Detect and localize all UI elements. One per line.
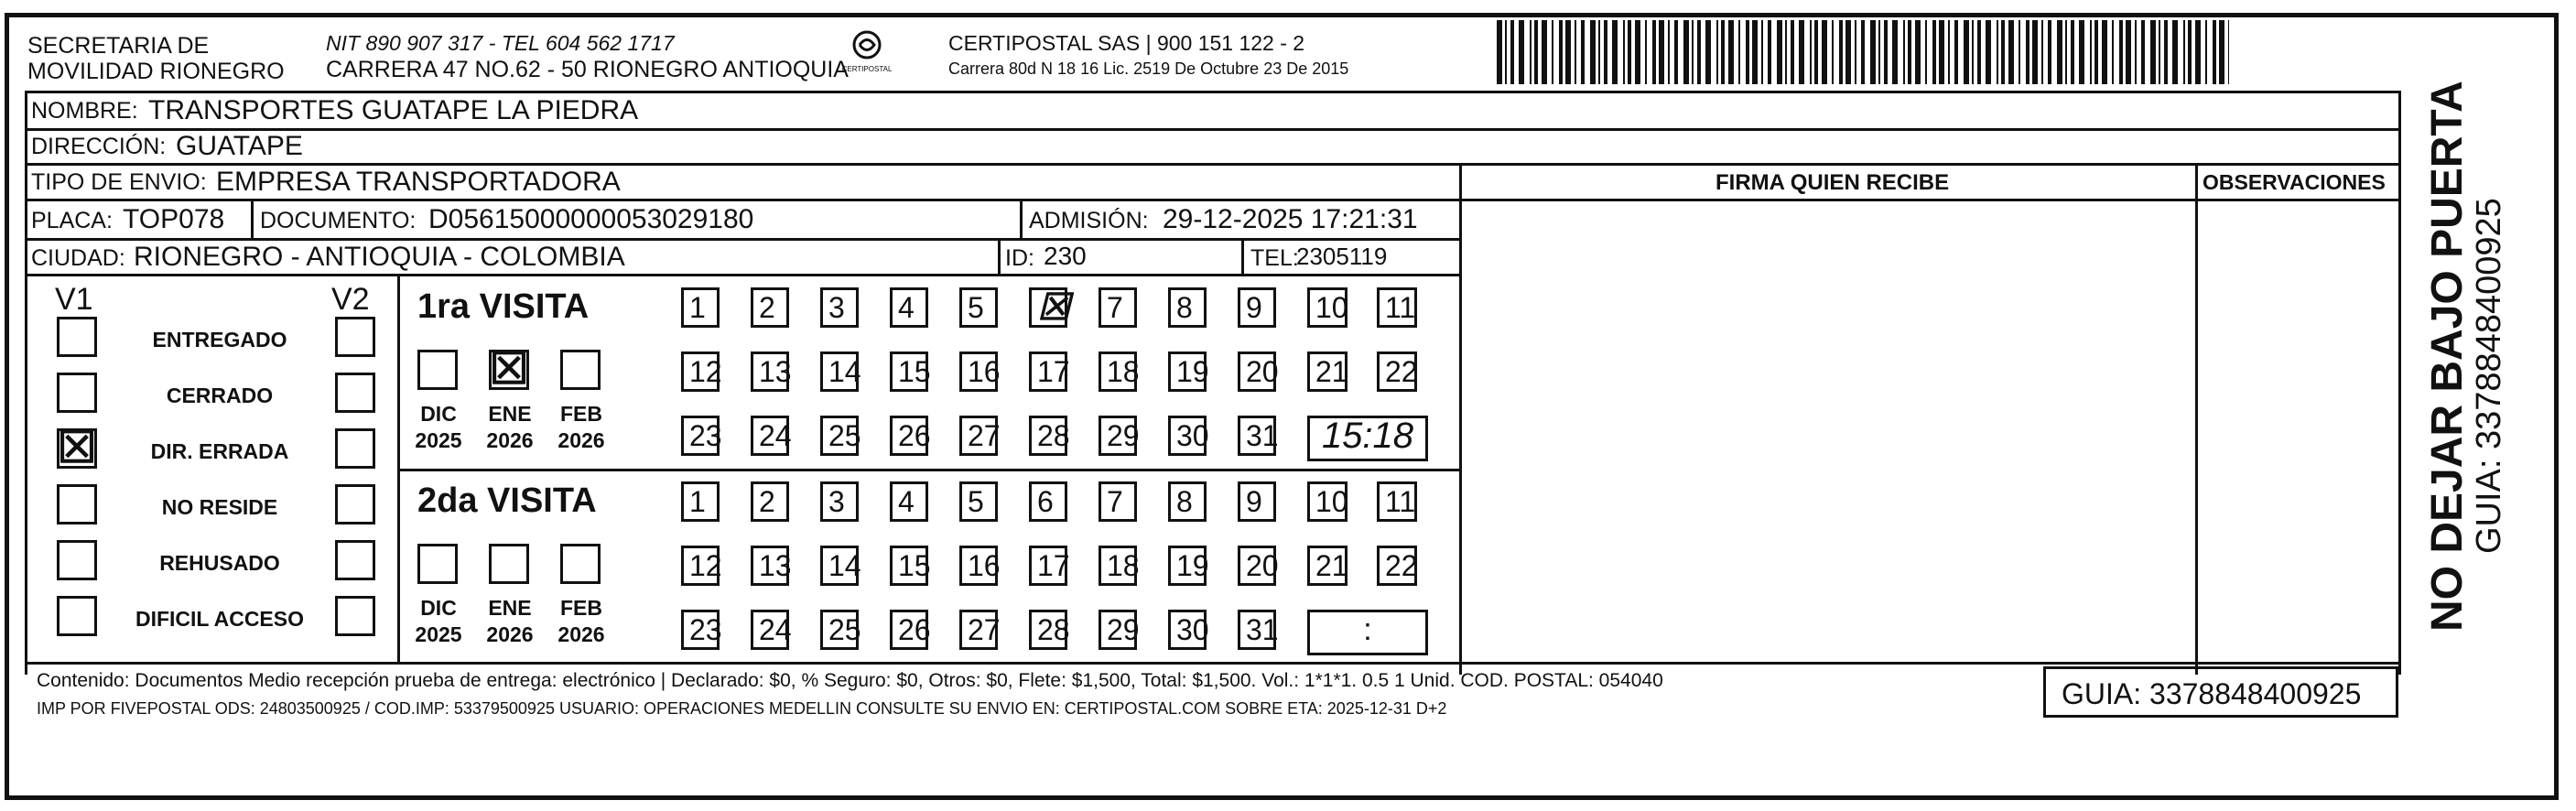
month-year: 2025 <box>415 622 462 646</box>
barcode-bar <box>1598 20 1600 84</box>
x-mark: ☒ <box>1037 287 1070 328</box>
month-year: 2026 <box>557 428 605 452</box>
day-box[interactable]: 24 <box>751 416 789 456</box>
x-mark: ☒ <box>57 424 97 472</box>
barcode-bar <box>1519 20 1524 84</box>
day-box[interactable]: 18 <box>1099 351 1137 392</box>
day-box[interactable]: 8 <box>1168 481 1207 522</box>
day-box[interactable]: 5 <box>959 481 998 522</box>
barcode-bar <box>1552 20 1553 84</box>
month-checkbox[interactable] <box>417 544 458 584</box>
barcode-bar <box>1652 20 1656 84</box>
x-mark: ☒ <box>489 345 529 394</box>
day-box[interactable]: 4 <box>890 481 928 522</box>
barcode-bar <box>1590 20 1596 84</box>
barcode-bar <box>2195 20 2201 84</box>
day-box[interactable]: 19 <box>1168 546 1207 586</box>
day-box[interactable]: 28 <box>1029 416 1067 456</box>
certipostal-logo <box>835 29 899 77</box>
day-box[interactable]: 23 <box>681 416 720 456</box>
nombre-label: NOMBRE: <box>31 98 138 124</box>
v1-checkbox[interactable] <box>57 484 97 524</box>
day-box[interactable]: 10 <box>1307 481 1348 522</box>
divider <box>397 274 400 662</box>
barcode-bar <box>2071 20 2074 84</box>
month-name: ENE <box>488 402 532 426</box>
barcode-bar <box>2183 20 2185 84</box>
barcode-bar <box>2102 20 2107 84</box>
day-box[interactable]: 11 <box>1377 287 1417 328</box>
barcode-bar <box>1530 20 1532 84</box>
barcode-bar <box>1948 20 1950 84</box>
barcode-bar <box>1612 20 1618 84</box>
status-label: ENTREGADO <box>152 328 287 351</box>
day-box[interactable]: 8 <box>1168 287 1207 328</box>
v2-checkbox[interactable] <box>335 484 375 524</box>
day-box[interactable]: 16 <box>959 351 998 392</box>
day-box[interactable]: 7 <box>1099 481 1137 522</box>
day-box[interactable]: 30 <box>1168 610 1207 650</box>
day-box[interactable]: 29 <box>1099 416 1137 456</box>
day-box[interactable]: 14 <box>820 351 859 392</box>
barcode-bar <box>1884 20 1888 84</box>
day-box[interactable]: 11 <box>1377 481 1417 522</box>
barcode-bar <box>1705 20 1711 84</box>
barcode-bar <box>1738 20 1740 84</box>
day-box[interactable]: 26 <box>890 610 928 650</box>
footer-line2: IMP POR FIVEPOSTAL ODS: 24803500925 / COD.IMP: 53379500925 USUARIO: OPERACIONES MEDELLIN CONSULTE SU ENVIO EN: CERTIPOSTAL.COM SOBRE ETA: 2025-12-31 D+2 <box>37 699 1447 718</box>
day-box[interactable]: 13 <box>751 546 789 586</box>
barcode-bar <box>1628 20 1631 84</box>
v1-checkbox[interactable] <box>57 373 97 413</box>
month-name: DIC <box>420 596 457 620</box>
divider <box>25 91 2401 93</box>
day-box[interactable]: 20 <box>1238 546 1276 586</box>
nit-line2: CARRERA 47 NO.62 - 50 RIONEGRO ANTIOQUIA <box>326 57 849 82</box>
id-value: 230 <box>1044 242 1087 270</box>
barcode-bar <box>2219 20 2224 84</box>
barcode-bar <box>1814 20 1818 84</box>
day-box[interactable]: 2 <box>751 287 789 328</box>
footer-line1: Contenido: Documentos Medio recepción prueba de entrega: electrónico | Declarado: $0, % Seguro: $0, Otros: $0, Flete: $1,500, Total: $1,500. Vol.: 1*1*1. 0.5 1 Unid. COD. POSTAL: 054040 <box>37 670 1663 691</box>
month-year: 2026 <box>557 622 605 646</box>
barcode-bar <box>1954 20 1958 84</box>
status-label: REHUSADO <box>159 551 280 575</box>
logo-text: CERTIPOSTAL <box>841 65 893 73</box>
day-box[interactable] <box>1029 287 1070 328</box>
v1-checkbox[interactable] <box>57 596 97 636</box>
month-name: ENE <box>488 596 532 620</box>
day-box[interactable]: 2 <box>751 481 789 522</box>
barcode-bar <box>1832 20 1834 84</box>
day-box[interactable]: 12 <box>681 546 720 586</box>
barcode-bar <box>2090 20 2092 84</box>
documento-label: DOCUMENTO: <box>260 208 417 233</box>
divider <box>2195 163 2198 675</box>
day-box[interactable]: 26 <box>890 416 928 456</box>
barcode-bar <box>1972 20 1974 84</box>
admision-value: 29-12-2025 17:21:31 <box>1163 204 1418 234</box>
barcode-bar <box>1785 20 1787 84</box>
barcode-bar <box>1565 20 1571 84</box>
v2-header: V2 <box>331 282 370 317</box>
barcode-bar <box>1728 20 1734 84</box>
divider <box>2398 91 2401 675</box>
barcode-bar <box>1534 20 1538 84</box>
month-checkbox[interactable] <box>489 544 529 584</box>
time-box[interactable]: 15:18 <box>1307 416 1428 461</box>
barcode-bar <box>1997 20 1998 84</box>
barcode-bar <box>2094 20 2098 84</box>
day-box[interactable]: 13 <box>751 351 789 392</box>
barcode-bar <box>1505 20 1507 84</box>
barcode-bar <box>2164 20 2168 84</box>
barcode-bar <box>1542 20 1547 84</box>
divider <box>25 91 27 675</box>
barcode-bar <box>2172 20 2178 84</box>
day-box[interactable]: 7 <box>1099 287 1137 328</box>
barcode-bar <box>2228 20 2229 84</box>
barcode-bar <box>2188 20 2192 84</box>
barcode-bar <box>2048 20 2051 84</box>
barcode-bar <box>2213 20 2216 84</box>
barcode-bar <box>1716 20 1718 84</box>
month-year: 2025 <box>415 428 462 452</box>
carrier-line2: Carrera 80d N 18 16 Lic. 2519 De Octubre 23 De 2015 <box>948 59 1349 78</box>
day-box[interactable]: 10 <box>1307 287 1348 328</box>
divider <box>251 199 254 238</box>
day-box[interactable]: 30 <box>1168 416 1207 456</box>
tipo-label: TIPO DE ENVIO: <box>31 169 207 195</box>
barcode-bar <box>1822 20 1827 84</box>
day-box[interactable]: 14 <box>820 546 859 586</box>
month-name: FEB <box>560 596 602 620</box>
barcode-bar <box>1692 20 1694 84</box>
barcode-bar <box>1791 20 1794 84</box>
tel-value: 2305119 <box>1296 243 1388 270</box>
barcode <box>1497 20 2229 84</box>
divider <box>998 238 1001 274</box>
status-label: DIFICIL ACCESO <box>135 607 304 631</box>
ciudad-label: CIUDAD: <box>31 245 125 271</box>
barcode-bar <box>1861 20 1865 84</box>
month-year: 2026 <box>486 622 534 646</box>
barcode-bar <box>1878 20 1880 84</box>
firma-header: FIRMA QUIEN RECIBE <box>1716 170 1950 195</box>
day-box[interactable]: 21 <box>1307 351 1348 392</box>
barcode-bar <box>1623 20 1625 84</box>
barcode-bar <box>2001 20 2005 84</box>
admision-label: ADMISIÓN: <box>1029 208 1149 233</box>
v2-checkbox[interactable] <box>335 596 375 636</box>
barcode-bar <box>1683 20 1689 84</box>
month-name: FEB <box>560 402 602 426</box>
barcode-bar <box>2135 20 2137 84</box>
barcode-bar <box>2205 20 2207 84</box>
id-label: ID: <box>1005 245 1034 271</box>
day-box[interactable]: 17 <box>1029 546 1067 586</box>
barcode-bar <box>1908 20 1911 84</box>
divider <box>1020 199 1023 238</box>
direccion-label: DIRECCIÓN: <box>31 134 167 159</box>
status-label: NO RESIDE <box>161 495 278 519</box>
direccion-value: GUATAPE <box>176 131 303 161</box>
visit-title: 1ra VISITA <box>417 287 590 326</box>
month-label <box>480 401 540 454</box>
day-box[interactable]: 12 <box>681 351 720 392</box>
barcode-bar <box>1635 20 1640 84</box>
divider <box>25 128 2401 131</box>
day-box[interactable]: 16 <box>959 546 998 586</box>
tipo-value: EMPRESA TRANSPORTADORA <box>216 167 621 197</box>
month-name: DIC <box>420 402 457 426</box>
v1-checkbox[interactable] <box>57 317 97 357</box>
logo-icon <box>849 29 885 60</box>
barcode-bar <box>2126 20 2131 84</box>
observaciones-header: OBSERVACIONES <box>2203 170 2386 194</box>
barcode-bar <box>1674 20 1678 84</box>
day-box[interactable]: 18 <box>1099 546 1137 586</box>
barcode-bar <box>2065 20 2067 84</box>
barcode-bar <box>2119 20 2123 84</box>
barcode-bar <box>1697 20 1701 84</box>
barcode-bar <box>1915 20 1921 84</box>
barcode-bar <box>2032 20 2038 84</box>
carrier-line1: CERTIPOSTAL SAS | 900 151 122 - 2 <box>948 31 1305 55</box>
barcode-bar <box>1575 20 1576 84</box>
day-box[interactable]: 3 <box>820 287 859 328</box>
status-label: DIR. ERRADA <box>150 439 289 463</box>
day-box[interactable]: 29 <box>1099 610 1137 650</box>
barcode-bar <box>2041 20 2043 84</box>
visit-title: 2da VISITA <box>417 481 597 520</box>
tel-label: TEL: <box>1250 245 1299 271</box>
v1-checkbox[interactable] <box>57 424 97 472</box>
day-box[interactable]: 24 <box>751 610 789 650</box>
day-box[interactable]: 27 <box>959 610 998 650</box>
status-label: CERRADO <box>166 384 274 407</box>
barcode-bar <box>1721 20 1725 84</box>
barcode-bar <box>1939 20 1944 84</box>
barcode-bar <box>1761 20 1763 84</box>
barcode-bar <box>1870 20 1876 84</box>
nombre-value: TRANSPORTES GUATAPE LA PIEDRA <box>148 95 639 125</box>
barcode-bar <box>1799 20 1804 84</box>
day-box[interactable]: 25 <box>820 416 859 456</box>
month-year: 2026 <box>486 428 534 452</box>
v2-checkbox[interactable] <box>335 540 375 580</box>
v1-checkbox[interactable] <box>57 540 97 580</box>
barcode-bar <box>2008 20 2014 84</box>
day-box[interactable]: 9 <box>1238 287 1276 328</box>
placa-value: TOP078 <box>123 204 225 234</box>
barcode-bar <box>2019 20 2020 84</box>
v2-checkbox[interactable] <box>335 317 375 357</box>
barcode-bar <box>1892 20 1898 84</box>
barcode-bar <box>2057 20 2062 84</box>
day-box[interactable]: 17 <box>1029 351 1067 392</box>
day-box[interactable]: 15 <box>890 546 928 586</box>
day-box[interactable]: 9 <box>1238 481 1276 522</box>
day-box[interactable]: 3 <box>820 481 859 522</box>
day-box[interactable]: 21 <box>1307 546 1348 586</box>
month-label <box>408 401 469 454</box>
divider <box>1459 163 1462 675</box>
barcode-bar <box>1645 20 1647 84</box>
day-box[interactable]: 23 <box>681 610 720 650</box>
day-box[interactable]: 27 <box>959 416 998 456</box>
day-box[interactable]: 4 <box>890 287 928 328</box>
day-box[interactable]: 19 <box>1168 351 1207 392</box>
barcode-bar <box>1903 20 1905 84</box>
barcode-bar <box>2112 20 2114 84</box>
time-box[interactable]: : <box>1307 610 1428 655</box>
barcode-bar <box>1777 20 1782 84</box>
barcode-bar <box>1581 20 1585 84</box>
day-box[interactable]: 20 <box>1238 351 1276 392</box>
month-label <box>551 595 612 648</box>
day-box[interactable]: 22 <box>1377 351 1417 392</box>
barcode-bar <box>1810 20 1812 84</box>
barcode-bar <box>1845 20 1851 84</box>
divider <box>25 163 2401 166</box>
org-line2: MOVILIDAD RIONEGRO <box>27 59 285 84</box>
month-checkbox[interactable] <box>489 345 529 394</box>
barcode-bar <box>1497 20 1502 84</box>
barcode-bar <box>2150 20 2156 84</box>
barcode-bar <box>1855 20 1856 84</box>
side-guia: GUIA: 3378848400925 <box>2470 198 2508 554</box>
barcode-bar <box>1559 20 1563 84</box>
placa-label: PLACA: <box>31 208 113 233</box>
barcode-bar <box>2026 20 2029 84</box>
barcode-bar <box>1746 20 1749 84</box>
ciudad-value: RIONEGRO - ANTIOQUIA - COLOMBIA <box>134 242 625 272</box>
barcode-bar <box>2159 20 2160 84</box>
barcode-bar <box>1839 20 1843 84</box>
barcode-bar <box>1510 20 1514 84</box>
month-checkbox[interactable] <box>560 350 601 390</box>
day-box[interactable]: 6 <box>1029 481 1067 522</box>
month-checkbox[interactable] <box>417 350 458 390</box>
barcode-bar <box>1668 20 1670 84</box>
org-line1: SECRETARIA DE <box>27 33 210 59</box>
barcode-bar <box>1752 20 1758 84</box>
month-label <box>551 401 612 454</box>
side-warning: NO DEJAR BAJO PUERTA <box>2423 81 2472 632</box>
barcode-bar <box>1604 20 1607 84</box>
divider <box>25 662 2401 665</box>
divider <box>25 199 2401 201</box>
day-box[interactable]: 22 <box>1377 546 1417 586</box>
documento-value: D05615000000053029180 <box>428 204 754 234</box>
footer-guia: GUIA: 3378848400925 <box>2062 677 2362 710</box>
barcode-bar <box>1977 20 1981 84</box>
v2-checkbox[interactable] <box>335 428 375 469</box>
divider <box>397 469 1462 471</box>
day-box[interactable]: 25 <box>820 610 859 650</box>
day-box[interactable]: 1 <box>681 287 720 328</box>
month-checkbox[interactable] <box>560 544 601 584</box>
barcode-bar <box>1659 20 1664 84</box>
v1-header: V1 <box>55 282 93 317</box>
day-box[interactable]: 31 <box>1238 416 1276 456</box>
day-box[interactable]: 15 <box>890 351 928 392</box>
day-box[interactable]: 5 <box>959 287 998 328</box>
v2-checkbox[interactable] <box>335 373 375 413</box>
barcode-bar <box>1925 20 1927 84</box>
divider <box>25 274 1462 276</box>
barcode-bar <box>2079 20 2084 84</box>
day-box[interactable]: 28 <box>1029 610 1067 650</box>
barcode-bar <box>1768 20 1771 84</box>
month-label <box>408 595 469 648</box>
nit-line1: NIT 890 907 317 - TEL 604 562 1717 <box>326 31 675 55</box>
divider <box>1241 238 1244 274</box>
month-label <box>480 595 540 648</box>
barcode-bar <box>1964 20 1969 84</box>
day-box[interactable]: 31 <box>1238 610 1276 650</box>
barcode-bar <box>2141 20 2145 84</box>
barcode-bar <box>1932 20 1936 84</box>
day-box[interactable]: 1 <box>681 481 720 522</box>
divider <box>25 238 1462 241</box>
barcode-bar <box>1986 20 1991 84</box>
